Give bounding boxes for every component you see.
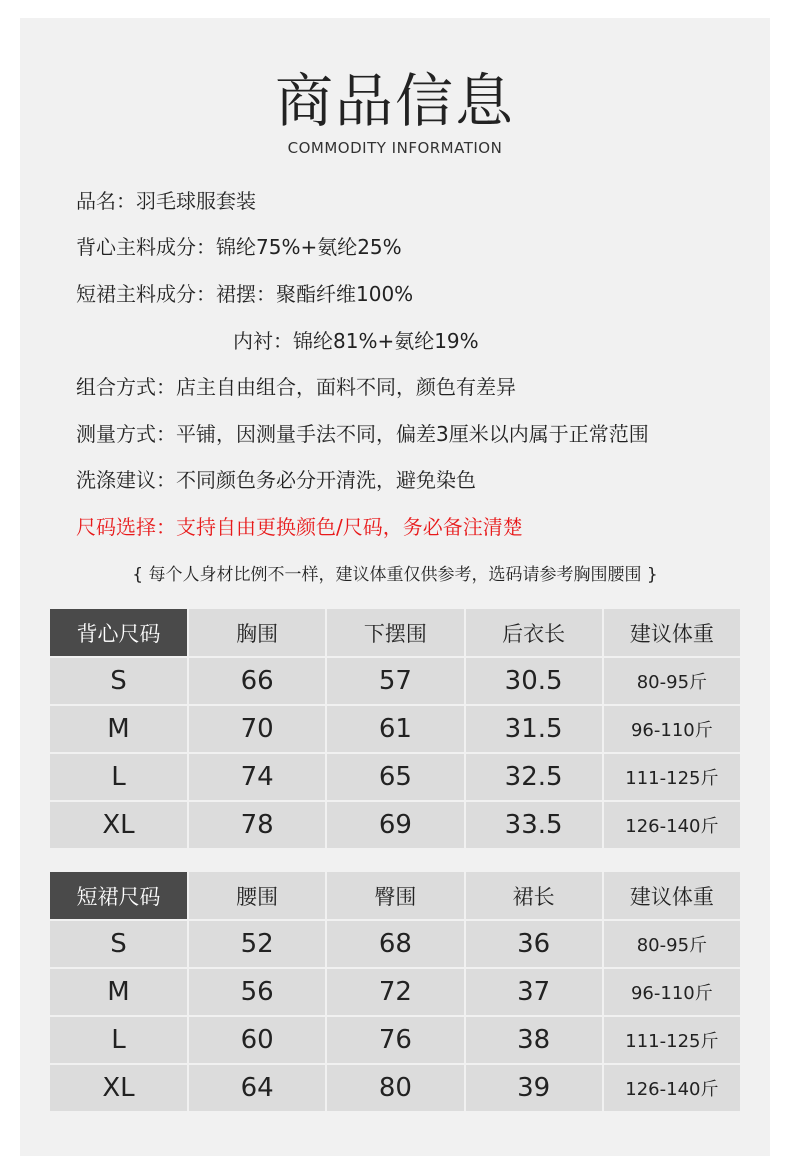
value-cell: 74 [189, 754, 325, 800]
value-cell: 32.5 [466, 754, 602, 800]
header-cell: 胸围 [189, 609, 325, 656]
weight-cell: 96-110斤 [604, 706, 740, 752]
weight-cell: 96-110斤 [604, 969, 740, 1015]
size-cell: L [50, 1017, 187, 1063]
value-cell: 57 [327, 658, 463, 704]
weight-cell: 111-125斤 [604, 754, 740, 800]
product-name: 品名：羽毛球服套装 [76, 189, 256, 213]
table-header-row [50, 609, 740, 656]
header-cell: 臀围 [327, 872, 463, 919]
combination-method: 组合方式：店主自由组合，面料不同，颜色有差异 [76, 375, 516, 399]
size-choice-notice: 尺码选择：支持自由更换颜色/尺码，务必备注清楚 [76, 515, 523, 539]
value-cell: 56 [189, 969, 325, 1015]
weight-cell: 80-95斤 [604, 658, 740, 704]
value-cell: 72 [327, 969, 463, 1015]
value-cell: 36 [466, 921, 602, 967]
size-cell: XL [50, 802, 187, 848]
table-header-row [50, 872, 740, 919]
value-cell: 80 [327, 1065, 463, 1111]
table-row [50, 754, 740, 800]
size-note: { 每个人身材比例不一样，建议体重仅供参考，选码请参考胸围腰围 } [132, 565, 658, 585]
table-row [50, 658, 740, 704]
value-cell: 38 [466, 1017, 602, 1063]
weight-cell: 80-95斤 [604, 921, 740, 967]
size-cell: S [50, 921, 187, 967]
header-cell: 背心尺码 [50, 609, 187, 656]
header-cell: 建议体重 [604, 609, 740, 656]
size-cell: L [50, 754, 187, 800]
value-cell: 68 [327, 921, 463, 967]
value-cell: 33.5 [466, 802, 602, 848]
value-cell: 52 [189, 921, 325, 967]
value-cell: 30.5 [466, 658, 602, 704]
size-cell: M [50, 706, 187, 752]
table-row [50, 1065, 740, 1111]
page-subtitle: COMMODITY INFORMATION [287, 139, 503, 157]
page-title: 商品信息 [274, 67, 515, 135]
value-cell: 37 [466, 969, 602, 1015]
value-cell: 39 [466, 1065, 602, 1111]
measurement-method: 测量方式：平铺，因测量手法不同，偏差3厘米以内属于正常范围 [76, 422, 649, 446]
header-cell: 后衣长 [466, 609, 602, 656]
value-cell: 78 [189, 802, 325, 848]
lining-material: 内衬：锦纶81%+氨纶19% [233, 329, 479, 353]
table-row [50, 1017, 740, 1063]
weight-cell: 126-140斤 [604, 802, 740, 848]
skirt-size-table [48, 870, 742, 1113]
value-cell: 65 [327, 754, 463, 800]
table-row [50, 969, 740, 1015]
value-cell: 31.5 [466, 706, 602, 752]
vest-material: 背心主料成分：锦纶75%+氨纶25% [76, 235, 402, 259]
vest-size-table [48, 607, 742, 850]
table-row [50, 802, 740, 848]
size-cell: XL [50, 1065, 187, 1111]
table-row [50, 921, 740, 967]
weight-cell: 111-125斤 [604, 1017, 740, 1063]
value-cell: 69 [327, 802, 463, 848]
value-cell: 60 [189, 1017, 325, 1063]
header-cell: 下摆围 [327, 609, 463, 656]
skirt-material: 短裙主料成分：裙摆：聚酯纤维100% [76, 282, 414, 306]
weight-cell: 126-140斤 [604, 1065, 740, 1111]
table-row [50, 706, 740, 752]
value-cell: 64 [189, 1065, 325, 1111]
value-cell: 66 [189, 658, 325, 704]
value-cell: 70 [189, 706, 325, 752]
header-cell: 裙长 [466, 872, 602, 919]
header-cell: 腰围 [189, 872, 325, 919]
value-cell: 76 [327, 1017, 463, 1063]
header-cell: 短裙尺码 [50, 872, 187, 919]
header-cell: 建议体重 [604, 872, 740, 919]
washing-advice: 洗涤建议：不同颜色务必分开清洗，避免染色 [76, 468, 476, 492]
size-cell: M [50, 969, 187, 1015]
value-cell: 61 [327, 706, 463, 752]
size-cell: S [50, 658, 187, 704]
